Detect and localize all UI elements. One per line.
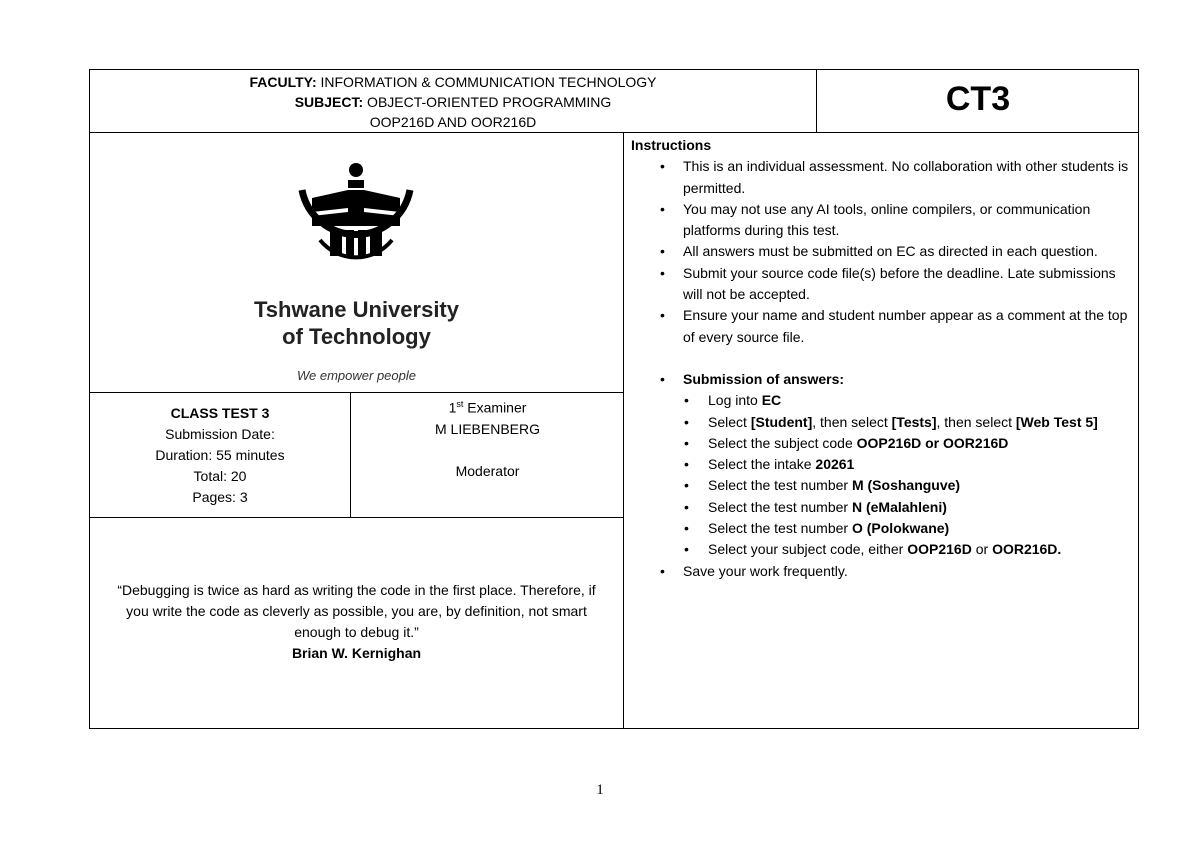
step-bold: OOP216D xyxy=(907,541,972,558)
step-text: Select the test number xyxy=(708,520,852,537)
list-item xyxy=(708,475,1133,496)
university-motto: We empower people xyxy=(297,368,416,383)
first-examiner-text: Examiner xyxy=(463,399,527,416)
instructions-title: Instructions xyxy=(631,137,712,153)
first-examiner-number: 1 xyxy=(448,399,457,416)
university-name xyxy=(89,296,624,350)
step-text: or xyxy=(971,541,993,558)
list-item xyxy=(708,454,1133,475)
submission-title: Submission of answers: xyxy=(683,370,845,387)
instructions-list xyxy=(631,156,1133,348)
step-bold: M (Soshanguve) xyxy=(851,477,961,494)
list-item: • Save your work frequently. xyxy=(683,561,1133,582)
page-count: Pages: 3 xyxy=(192,489,248,505)
instructions-panel xyxy=(624,133,1139,729)
first-examiner-label xyxy=(351,394,624,419)
faculty-value: INFORMATION & COMMUNICATION TECHNOLOGY xyxy=(316,74,657,90)
step-text: , then select xyxy=(812,413,892,430)
test-info xyxy=(89,393,351,518)
step-text: , then select xyxy=(936,413,1016,430)
list-item: • You may not use any AI tools, online compilers, or communication platforms during this test. xyxy=(683,199,1133,242)
submission-date: Submission Date: xyxy=(165,426,275,442)
list-item xyxy=(708,518,1133,539)
list-item xyxy=(708,390,1133,411)
list-item: • All answers must be submitted on EC as directed in each question. xyxy=(683,241,1133,262)
list-item: • Submit your source code file(s) before the deadline. Late submissions will not be accepted. xyxy=(683,263,1133,306)
step-text: Select your subject code, either xyxy=(708,541,908,558)
step-bold: OOR216D. xyxy=(992,541,1062,558)
step-text: Select the test number xyxy=(708,498,852,515)
test-title: CLASS TEST 3 xyxy=(170,405,270,421)
module-codes: OOP216D AND OOR216D xyxy=(369,114,537,130)
subject-value: OBJECT-ORIENTED PROGRAMMING xyxy=(363,94,612,110)
first-examiner-ordinal: st xyxy=(456,399,464,409)
list-item xyxy=(708,497,1133,518)
step-bold: EC xyxy=(761,392,782,409)
step-bold: [Tests] xyxy=(891,413,937,430)
step-bold: 20261 xyxy=(815,456,855,473)
step-bold: OOP216D or OOR216D xyxy=(856,434,1009,451)
university-name-line2: of Technology xyxy=(282,324,431,349)
submission-section xyxy=(683,369,1133,561)
step-bold: N (eMalahleni) xyxy=(851,498,947,515)
list-item xyxy=(708,433,1133,454)
total-marks: Total: 20 xyxy=(193,468,247,484)
step-bold: [Student] xyxy=(750,413,813,430)
list-item xyxy=(708,412,1133,433)
first-examiner-name: M LIEBENBERG xyxy=(434,420,541,437)
quote-author: Brian W. Kernighan xyxy=(291,645,422,661)
quote-block xyxy=(89,518,624,729)
university-name-line1: Tshwane University xyxy=(254,297,459,322)
page-number: 1 xyxy=(596,782,604,798)
list-item: • Ensure your name and student number appear as a comment at the top of every source file. xyxy=(683,305,1133,348)
moderator-label: Moderator xyxy=(455,462,520,479)
step-text: Select xyxy=(708,413,751,430)
step-text: Select the intake xyxy=(708,456,816,473)
test-code: CT3 xyxy=(945,80,1011,118)
step-text: Log into xyxy=(708,392,762,409)
faculty-label: FACULTY: xyxy=(249,74,317,90)
faculty-line xyxy=(89,72,817,92)
list-item xyxy=(708,539,1133,560)
subject-label: SUBJECT: xyxy=(294,94,364,110)
subject-line xyxy=(89,92,817,112)
quote-text: “Debugging is twice as hard as writing the code in the first place. Therefore, if you write the code as cleverly as possible, you are, by definition, not smart enough to debug it.” xyxy=(117,582,596,640)
duration: Duration: 55 minutes xyxy=(155,447,285,463)
header-info xyxy=(89,69,817,133)
submission-list xyxy=(631,369,1133,582)
list-item: • This is an individual assessment. No collaboration with other students is permitted. xyxy=(683,156,1133,199)
step-bold: O (Polokwane) xyxy=(851,520,950,537)
examiners xyxy=(351,393,624,518)
step-bold: [Web Test 5] xyxy=(1015,413,1098,430)
submission-steps xyxy=(683,390,1133,560)
step-text: Select the subject code xyxy=(708,434,857,451)
step-text: Select the test number xyxy=(708,477,852,494)
tut-logo-icon xyxy=(290,160,422,282)
